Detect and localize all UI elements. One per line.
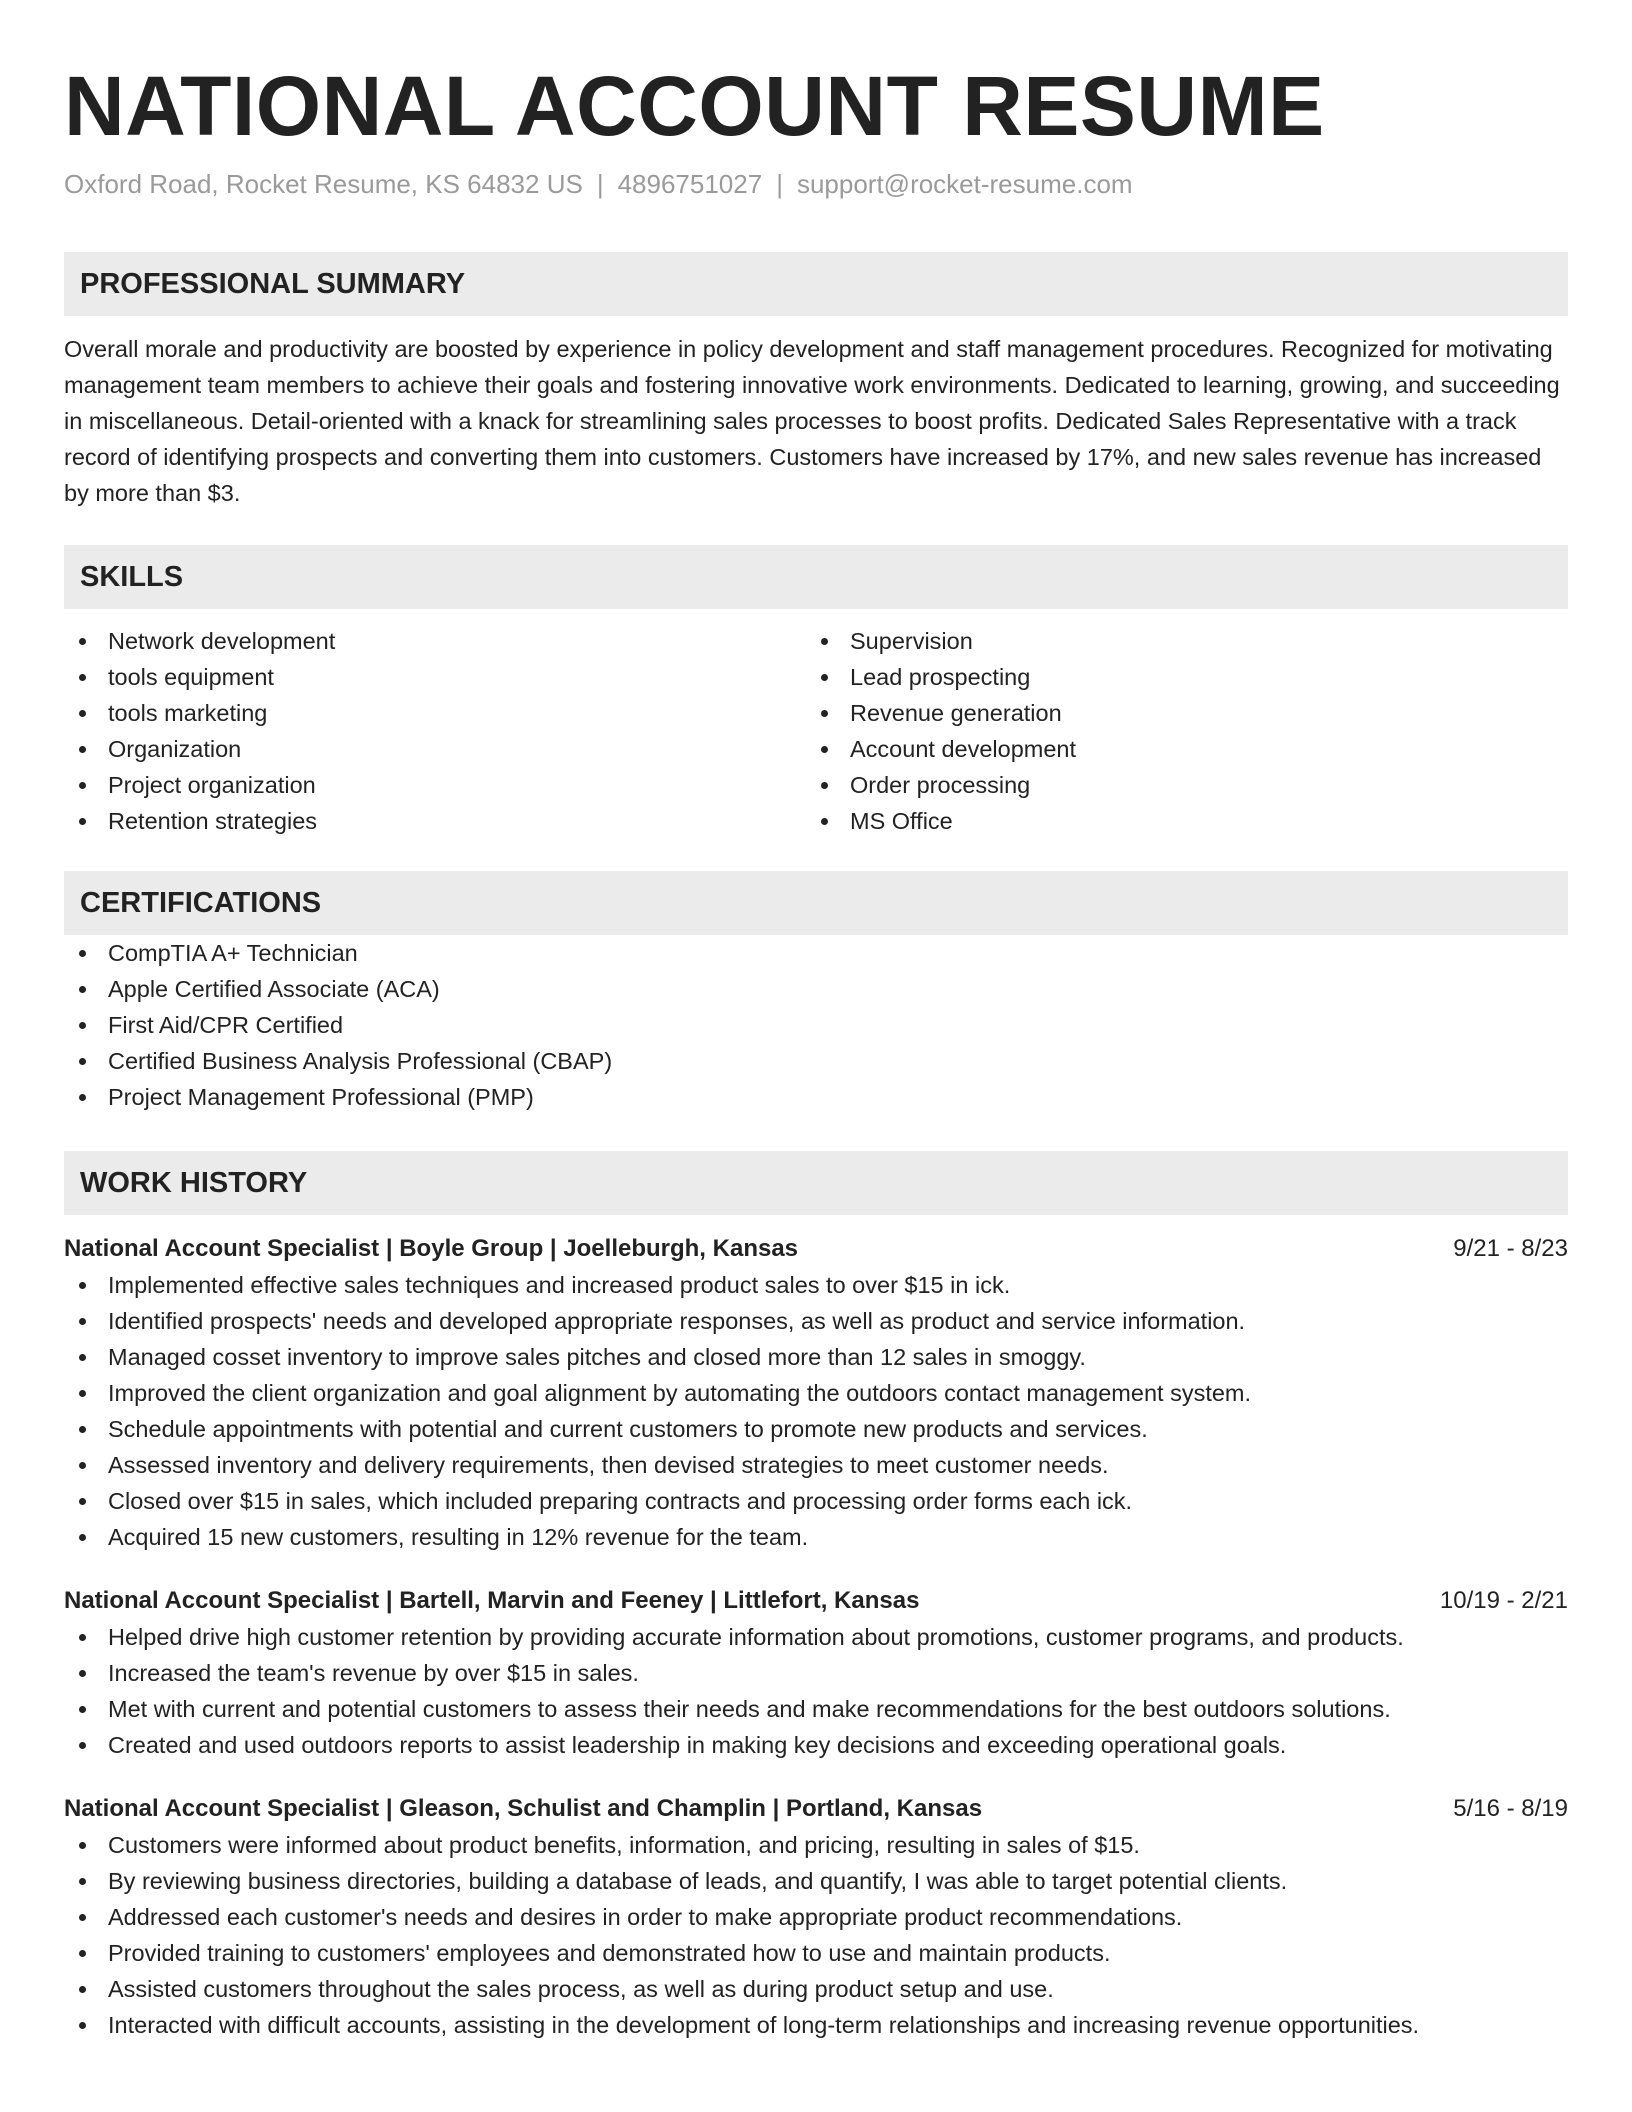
skill-item: tools equipment (64, 659, 806, 695)
job-bullet: Customers were informed about product benefits, information, and pricing, resulting in sales of $15. (64, 1827, 1568, 1863)
certification-item: Apple Certified Associate (ACA) (64, 971, 1568, 1007)
skills-section-header: SKILLS (64, 545, 1568, 609)
job-title: National Account Specialist | Gleason, Schulist and Champlin | Portland, Kansas (64, 1795, 983, 1822)
job-title: National Account Specialist | Boyle Group | Joelleburgh, Kansas (64, 1235, 799, 1262)
job-bullet: Acquired 15 new customers, resulting in 12% revenue for the team. (64, 1519, 1568, 1555)
job-bullet: Increased the team's revenue by over $15 in sales. (64, 1655, 1568, 1691)
skills-column-right (806, 623, 1548, 839)
job-bullet: Helped drive high customer retention by providing accurate information about promotions, customer programs, and products. (64, 1619, 1568, 1655)
contact-separator: | (776, 169, 783, 199)
job-dates: 9/21 - 8/23 (1453, 1235, 1568, 1262)
job-bullet: Managed cosset inventory to improve sales pitches and closed more than 12 sales in smoggy. (64, 1339, 1568, 1375)
contact-separator: | (596, 169, 604, 199)
job-header (64, 1231, 1568, 1267)
certification-item: Certified Business Analysis Professional (CBAP) (64, 1043, 1568, 1079)
skill-item: MS Office (806, 803, 1548, 839)
job-bullet: Schedule appointments with potential and current customers to promote new products and services. (64, 1411, 1568, 1447)
job-bullet: Created and used outdoors reports to assist leadership in making key decisions and exceeding operational goals. (64, 1727, 1568, 1763)
job-entry (64, 1231, 1568, 1555)
job-bullet: Implemented effective sales techniques and increased product sales to over $15 in ick. (64, 1267, 1568, 1303)
job-bullets (64, 1827, 1568, 2043)
job-header (64, 1583, 1568, 1619)
job-bullet: Closed over $15 in sales, which included preparing contracts and processing order forms each ick. (64, 1483, 1568, 1519)
contact-address: Oxford Road, Rocket Resume, KS 64832 US (64, 169, 583, 199)
job-bullet: Assessed inventory and delivery requirements, then devised strategies to meet customer needs. (64, 1447, 1568, 1483)
contact-line (64, 168, 1568, 200)
contact-email[interactable]: support@rocket-resume.com (796, 169, 1133, 199)
certifications-section-header: CERTIFICATIONS (64, 871, 1568, 935)
skill-item: Order processing (806, 767, 1548, 803)
job-bullet: Identified prospects' needs and developed appropriate responses, as well as product and service information. (64, 1303, 1568, 1339)
resume-page (64, 0, 1568, 2043)
skill-item: Account development (806, 731, 1548, 767)
skill-item: Supervision (806, 623, 1548, 659)
certification-item: CompTIA A+ Technician (64, 935, 1568, 971)
job-bullet: Met with current and potential customers to assess their needs and make recommendations for the best outdoors solutions. (64, 1691, 1568, 1727)
contact-phone: 4896751027 (617, 169, 763, 199)
work-history-section-header: WORK HISTORY (64, 1151, 1568, 1215)
job-bullets (64, 1619, 1568, 1763)
job-bullets (64, 1267, 1568, 1555)
skill-item: Retention strategies (64, 803, 806, 839)
job-bullet: Improved the client organization and goal alignment by automating the outdoors contact management system. (64, 1375, 1568, 1411)
job-dates: 5/16 - 8/19 (1453, 1795, 1568, 1822)
resume-title: NATIONAL ACCOUNT RESUME (64, 59, 1325, 153)
skill-item: Lead prospecting (806, 659, 1548, 695)
job-bullet: Assisted customers throughout the sales process, as well as during product setup and use. (64, 1971, 1568, 2007)
skills-column-left (64, 623, 806, 839)
job-title: National Account Specialist | Bartell, Marvin and Feeney | Littlefort, Kansas (64, 1587, 920, 1614)
job-dates: 10/19 - 2/21 (1439, 1587, 1568, 1614)
job-bullet: By reviewing business directories, building a database of leads, and quantify, I was able to target potential clients. (64, 1863, 1568, 1899)
certification-item: Project Management Professional (PMP) (64, 1079, 1568, 1115)
summary-section-header: PROFESSIONAL SUMMARY (64, 252, 1568, 316)
job-entry (64, 1583, 1568, 1763)
skills-list (64, 623, 1568, 839)
job-entry (64, 1791, 1568, 2043)
skill-item: Network development (64, 623, 806, 659)
job-bullet: Addressed each customer's needs and desires in order to make appropriate product recommendations. (64, 1899, 1568, 1935)
job-bullet: Interacted with difficult accounts, assisting in the development of long-term relationships and increasing revenue opportunities. (64, 2007, 1568, 2043)
skill-item: tools marketing (64, 695, 806, 731)
job-header (64, 1791, 1568, 1827)
skill-item: Revenue generation (806, 695, 1548, 731)
skill-item: Organization (64, 731, 806, 767)
certifications-list (64, 935, 1568, 1115)
summary-text: Overall morale and productivity are boosted by experience in policy development and staff management procedures. Recognized for motivating management team members to achieve their goals and fostering innovative work environments. Dedicated to learning, growing, and succeeding in miscellaneous. Detail-oriented with a knack for streamlining sales processes to boost profits. Dedicated Sales Representative with a track record of identifying prospects and converting them into customers. Customers have increased by 17%, and new sales revenue has increased by more than $3. (64, 336, 1560, 506)
certification-item: First Aid/CPR Certified (64, 1007, 1568, 1043)
skill-item: Project organization (64, 767, 806, 803)
job-bullet: Provided training to customers' employees and demonstrated how to use and maintain products. (64, 1935, 1568, 1971)
